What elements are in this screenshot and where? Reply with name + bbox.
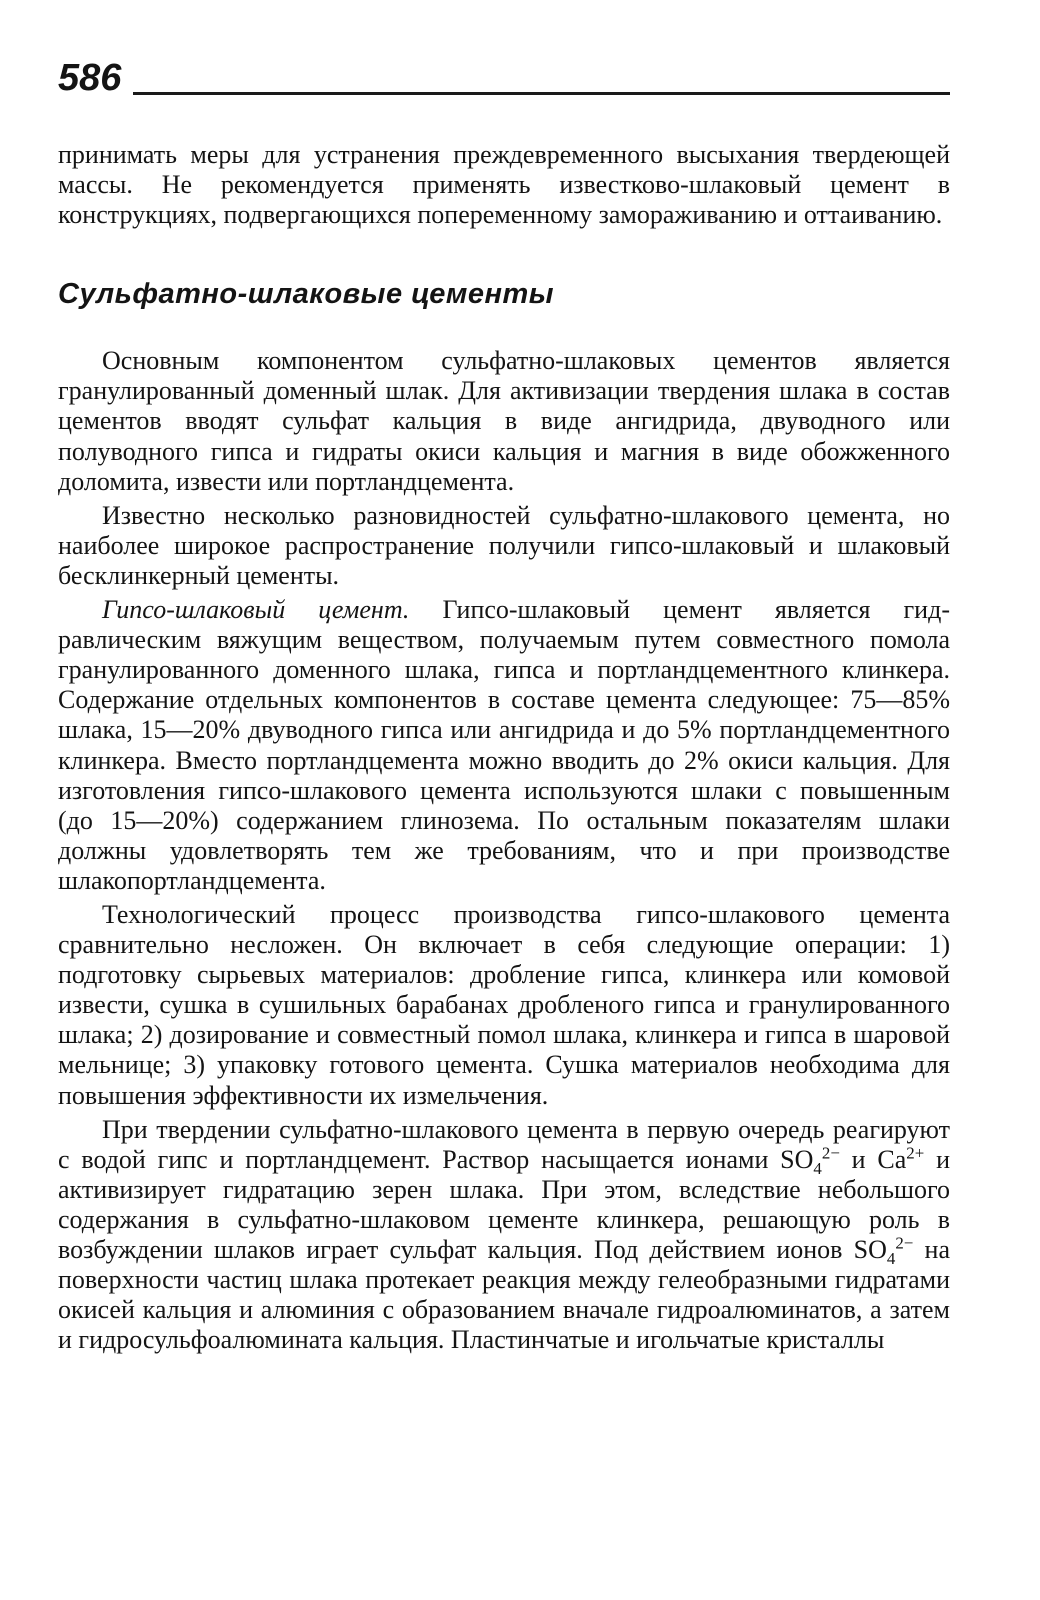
paragraph-text: Гипсо-шлаковый цемент является гидравлическим вяжущим веществом, получаемым путем совместного помола гранулированного доменного шлака, гипса и портландцементного клинкера. Содержание отдельных компонентов в составе цемента следующее: 75—85% шлака, 15—20% двуводного гипса или ангидрида и до 5% портландцементного клинкера. Вместо портландцемента можно вводить до 2% окиси кальция. Для изготовления гипсо-шлакового цемента используются шлаки с повышенным (до 15—20%) содержанием глинозема. По остальным показателям шлаки должны удовлетворять тем же требованиям, что и при производстве шлакопортландцемента. — [58, 595, 950, 895]
subscript: 4 — [886, 1249, 896, 1269]
text-segment: и Ca — [839, 1144, 907, 1174]
paragraph-varieties: Известно несколько разновидностей сульфатно-шлакового цемента, но наиболее широкое распространение получили гипсо-шлаковый и шлаковый бесклинкерный цементы. — [58, 500, 950, 590]
page-body — [58, 140, 950, 1355]
paragraph-gypsum-slag-cement — [58, 595, 950, 896]
term-gypsum-slag-cement: Гипсо-шлаковый цемент. — [102, 595, 410, 625]
superscript: 2+ — [906, 1143, 925, 1163]
header-rule — [133, 92, 950, 95]
paragraph-continued: принимать меры для устранения преждевременного высыхания твердеющей массы. Не рекомендуется применять известково-шлаковый цемент в конструкциях, подвергающихся попеременному замораживанию и оттаиванию. — [58, 140, 950, 230]
text-segment: При твердении сульфатно-шлакового цемента в первую очередь реагируют с водой гипс и портландцемент. Раствор насыщается ионами SO — [58, 1114, 950, 1174]
superscript: 2− — [895, 1233, 914, 1253]
page-header — [58, 56, 950, 100]
text-segment: и активизирует гидратацию зерен шлака. При этом, вследствие небольшого содержания в сульфатно-шлаковом цементе клинкера, решающую роль в возбуждении шлаков играет сульфат кальция. Под действием ионов SO — [58, 1144, 951, 1264]
section-heading: Сульфатно-шлаковые цементы — [58, 278, 555, 311]
superscript: 2− — [821, 1143, 840, 1163]
paragraph-technology: Технологический процесс производства гипсо-шлакового цемента сравнительно несложен. Он включает в себя следующие операции: 1) подготовку сырьевых материалов: дробление гипса, клинкера или комовой извести, сушка в сушильных барабанах дробленого гипса и гранулированного шлака; 2) дозирование и совместный помол шлака, клинкера и гипса в шаровой мельнице; 3) упаковку готового цемента. Сушка материалов необходима для повышения эффективности их измельчения. — [58, 899, 950, 1110]
text-segment: на поверхности частиц шлака протекает реакция между гелеобразными гидратами окисей кальция и алюминия с образованием вначале гидроалюминатов, а затем и гидросульфоалюмината кальция. Пластинчатые и игольчатые кристаллы — [58, 1235, 950, 1355]
paragraph-main-component: Основным компонентом сульфатно-шлаковых цементов является гранулированный доменный шлак. Для активизации твердения шлака в состав цементов вводят сульфат кальция в виде ангидрида, двуводного или полуводного гипса и гидраты окиси кальция и магния в виде обожженного доломита, извести или портландцемента. — [58, 346, 950, 496]
subscript: 4 — [813, 1158, 822, 1178]
page-number: 586 — [58, 57, 122, 99]
paragraph-hardening — [58, 1115, 950, 1356]
